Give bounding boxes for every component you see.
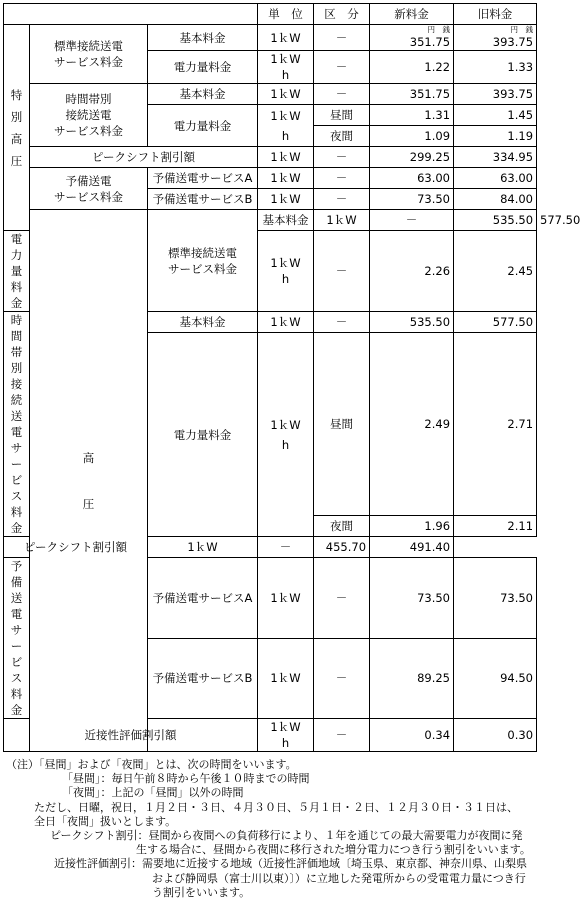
old-rate-cell-line: 393.75 xyxy=(492,35,534,49)
tou-service-label xyxy=(30,84,148,147)
item-label: 電力量料金 xyxy=(4,231,30,312)
note-line: 「昼間」：毎日午前８時から午後１０時までの時間 xyxy=(62,772,310,786)
division-cell: － xyxy=(314,25,370,51)
item-label: 電力量料金 xyxy=(148,105,258,147)
old-rate-cell: 334.95 xyxy=(454,147,537,168)
division-cell: － xyxy=(314,51,370,84)
note-proximity: 近接性評価割引：需要地に近接する地域（近接性評価地域〔埼玉県、東京都、神奈川県、山梨県および静岡県（富士川以東）〕）に立地した発電所からの受電電力量につき行う割引をいいます。 xyxy=(54,857,527,899)
old-rate-cell: 2.11 xyxy=(454,516,537,537)
section-name xyxy=(30,210,148,752)
item-label: 予備送電サービスA xyxy=(148,168,258,189)
rate-table xyxy=(3,3,580,752)
new-rate-cell-line: 351.75 xyxy=(409,35,451,49)
section-name-line: 別 xyxy=(10,109,23,124)
tou-service-label-line: 時間帯別 xyxy=(65,92,112,106)
item-label: 基本料金 xyxy=(148,312,258,333)
header-category: 区 分 xyxy=(314,4,370,25)
section-name-line: 圧 xyxy=(10,153,23,168)
unit-cell-line: h xyxy=(281,437,290,452)
note-line: （注）「昼間」および「夜間」とは、次の時間をいいます。 xyxy=(6,758,297,771)
unit-cell: 1ｋW xyxy=(258,168,314,189)
old-rate-cell: 2.45 xyxy=(454,231,537,312)
peak-shift-label: ピークシフト割引額 xyxy=(4,537,148,558)
unit-cell-line: h xyxy=(281,272,290,286)
tou-service-label-line: 接続送電 xyxy=(10,377,23,439)
item-label: 予備送電サービスB xyxy=(148,189,258,210)
new-rate-cell: 73.50 xyxy=(370,558,454,639)
unit-cell: 1ｋW xyxy=(314,210,370,231)
new-rate-cell: 299.25 xyxy=(370,147,454,168)
unit-cell xyxy=(258,105,314,147)
division-cell: － xyxy=(314,638,370,719)
notes xyxy=(6,758,532,900)
old-rate-cell: 577.50 xyxy=(454,312,537,333)
old-rate-cell: 94.50 xyxy=(454,638,537,719)
std-service-label xyxy=(30,25,148,84)
old-rate-cell: 1.45 xyxy=(454,105,537,126)
unit-cell-line: h xyxy=(281,128,290,143)
table-row xyxy=(4,84,537,105)
division-cell: － xyxy=(370,210,454,231)
division-night: 夜間 xyxy=(314,126,370,147)
unit-cell: 1ｋW xyxy=(258,312,314,333)
unit-cell: 1ｋW xyxy=(258,189,314,210)
unit-cell-line: 1ｋW xyxy=(270,108,301,123)
division-cell: － xyxy=(314,231,370,312)
item-label: 予備送電サービスB xyxy=(148,638,258,719)
unit-cell-line: h xyxy=(281,68,290,82)
std-service-label xyxy=(148,210,258,312)
division-cell: － xyxy=(314,558,370,639)
old-rate-cell: 0.30 xyxy=(454,719,537,752)
new-rate-cell: 2.26 xyxy=(370,231,454,312)
table-row xyxy=(4,537,537,558)
new-rate-cell-line: 円 銭 xyxy=(427,25,451,34)
item-label: 基本料金 xyxy=(258,210,314,231)
old-rate-cell: 491.40 xyxy=(370,537,454,558)
note-peak-shift: ピークシフト割引：昼間から夜間への負荷移行により、１年を通じての最大需要電力が夜間に発生する場合に、昼間から夜間に移行された増分電力につき行う割引をいいます。 xyxy=(50,829,531,857)
unit-cell xyxy=(258,719,314,752)
old-rate-cell: 63.00 xyxy=(454,168,537,189)
header-row xyxy=(4,4,537,25)
std-service-label-line: サービス料金 xyxy=(54,55,123,69)
new-rate-cell xyxy=(370,25,454,51)
division-cell: － xyxy=(314,84,370,105)
old-rate-cell: 73.50 xyxy=(454,558,537,639)
new-rate-cell: 1.09 xyxy=(370,126,454,147)
reserve-service-label xyxy=(30,168,148,210)
std-service-label-line: 標準接続送電 xyxy=(54,39,123,53)
new-rate-cell: 535.50 xyxy=(454,210,537,231)
new-rate-cell: 535.50 xyxy=(370,312,454,333)
old-rate-cell xyxy=(454,25,537,51)
old-rate-cell: 84.00 xyxy=(454,189,537,210)
new-rate-cell: 2.49 xyxy=(370,333,454,516)
std-service-label-line: サービス料金 xyxy=(168,261,237,276)
tou-service-label-line: 時間帯別 xyxy=(10,313,23,375)
section-name-line: 高 xyxy=(82,450,95,465)
table-row xyxy=(4,25,537,51)
new-rate-cell: 0.34 xyxy=(370,719,454,752)
item-label: 基本料金 xyxy=(148,25,258,51)
table-row xyxy=(4,147,537,168)
reserve-service-label-line: サービス料金 xyxy=(10,623,23,717)
old-rate-cell: 1.19 xyxy=(454,126,537,147)
header-old-rate: 旧料金 xyxy=(454,4,537,25)
new-rate-cell: 63.00 xyxy=(370,168,454,189)
section-name-line: 特 xyxy=(10,87,23,102)
division-night: 夜間 xyxy=(314,516,370,537)
unit-cell: 1ｋW xyxy=(258,25,314,51)
item-label: 電力量料金 xyxy=(148,51,258,84)
division-cell: － xyxy=(258,537,314,558)
unit-cell xyxy=(258,231,314,312)
unit-cell-line: 1ｋW xyxy=(270,52,301,66)
reserve-service-label xyxy=(4,558,30,719)
unit-cell: 1ｋW xyxy=(258,638,314,719)
new-rate-cell: 351.75 xyxy=(370,84,454,105)
tou-service-label-line: サービス料金 xyxy=(10,441,23,535)
unit-cell: 1ｋW xyxy=(258,558,314,639)
peak-shift-label: ピークシフト割引額 xyxy=(30,147,258,168)
old-rate-cell-line: 円 銭 xyxy=(510,25,534,34)
note-line: ただし、日曜，祝日，１月２日・３日、４月３０日、５月１日・２日、１２月３０日・３１日は、 xyxy=(34,800,518,814)
tou-service-label xyxy=(4,312,30,537)
new-rate-cell: 73.50 xyxy=(370,189,454,210)
table-row: 高 圧 標準接続送電 サービス料金 基本料金 1ｋW － 535.50 577.50 xyxy=(4,210,537,231)
header-unit: 単 位 xyxy=(258,4,314,25)
new-rate-cell: 1.22 xyxy=(370,51,454,84)
section-name-line: 高 xyxy=(10,131,23,146)
new-rate-cell: 1.31 xyxy=(370,105,454,126)
reserve-service-label-line: サービス料金 xyxy=(54,189,123,204)
unit-cell-line: 1ｋW xyxy=(270,720,301,734)
unit-cell xyxy=(258,333,314,537)
tou-service-label-line: サービス料金 xyxy=(54,124,123,138)
old-rate-cell: 2.71 xyxy=(454,333,537,516)
division-day: 昼間 xyxy=(314,105,370,126)
note-line: 「夜間」：上記の「昼間」以外の時間 xyxy=(62,786,244,800)
note-line: 全日「夜間」扱いとします。 xyxy=(34,814,177,828)
std-service-label-line: 標準接続送電 xyxy=(168,245,237,260)
new-rate-cell: 89.25 xyxy=(370,638,454,719)
reserve-service-label-line: 予備送電 xyxy=(10,559,23,621)
new-rate-cell: 455.70 xyxy=(314,537,370,558)
table-row xyxy=(4,168,537,189)
tou-service-label-line: 接続送電 xyxy=(65,108,112,122)
new-rate-cell: 1.96 xyxy=(370,516,454,537)
unit-cell-line: 1ｋW xyxy=(270,417,301,432)
table-row xyxy=(4,719,537,752)
division-cell: － xyxy=(314,719,370,752)
old-rate-cell: 393.75 xyxy=(454,84,537,105)
unit-cell: 1ｋW xyxy=(258,147,314,168)
section-name-line: 圧 xyxy=(82,496,95,511)
unit-cell: 1ｋW xyxy=(258,84,314,105)
division-day: 昼間 xyxy=(314,333,370,516)
header-new-rate: 新料金 xyxy=(370,4,454,25)
section-name xyxy=(4,25,30,231)
reserve-service-label-line: 予備送電 xyxy=(65,173,112,188)
division-cell: － xyxy=(314,147,370,168)
proximity-label: 近接性評価割引額 xyxy=(4,719,258,752)
item-label: 基本料金 xyxy=(148,84,258,105)
old-rate-cell: 1.33 xyxy=(454,51,537,84)
division-cell: － xyxy=(314,189,370,210)
item-label: 予備送電サービスA xyxy=(148,558,258,639)
item-label: 電力量料金 xyxy=(148,333,258,537)
unit-cell-line: h xyxy=(281,736,290,750)
division-cell: － xyxy=(314,168,370,189)
unit-cell xyxy=(258,51,314,84)
division-cell: － xyxy=(314,312,370,333)
unit-cell: 1ｋW xyxy=(148,537,258,558)
unit-cell-line: 1ｋW xyxy=(270,256,301,270)
